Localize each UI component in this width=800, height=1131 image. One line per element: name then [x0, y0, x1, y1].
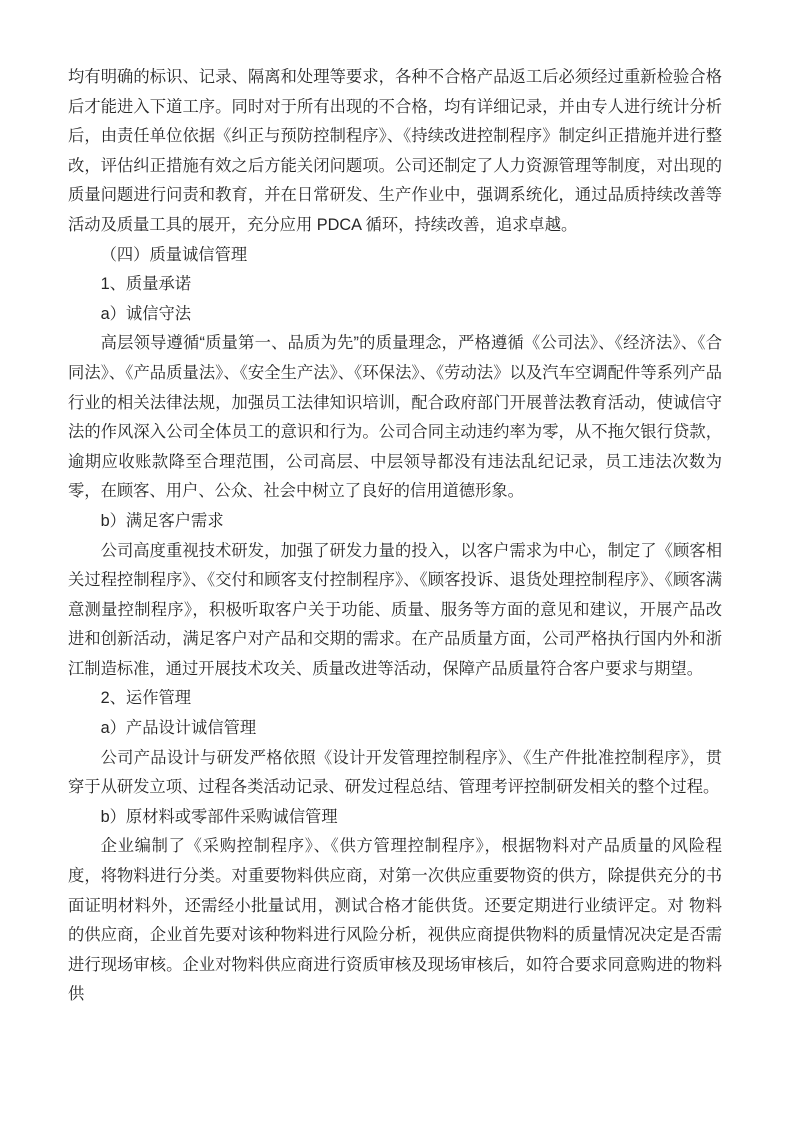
body-paragraph: 企业编制了《采购控制程序》、《供方管理控制程序》，根据物料对产品质量的风险程度，将物料进行分类。对重要物料供应商，对第一次供应重要物资的供方，除提供充分的书面证明材料外，还需经小批量试用，测试合格才能供货。还要定期进行业绩评定。对 物料的供应商，企业首先要对该种物料进行风险分析，视供应商提供物料的质量情况决定是否需进行现场审核。企业对物料供应商进行资质审核及现场审核后，如符合要求同意购进的物料供 [68, 837, 722, 1004]
document-body [68, 63, 722, 1010]
section-heading: 2、运作管理 [100, 689, 192, 708]
section-heading: b）满足客户需求 [100, 511, 224, 530]
section-heading: a）诚信守法 [100, 304, 192, 323]
section-heading: （四）质量诚信管理 [100, 245, 248, 264]
section-heading: a）产品设计诚信管理 [100, 719, 257, 738]
section-heading: 1、质量承诺 [100, 275, 192, 294]
body-paragraph: 公司高度重视技术研发，加强了研发力量的投入，以客户需求为中心，制定了《顾客相关过程控制程序》、《交付和顾客支付控制程序》、《顾客投诉、退货处理控制程序》、《顾客满意测量控制程序》，积极听取客户关于功能、质量、服务等方面的意见和建议，开展产品改进和创新活动，满足客户对产品和交期的需求。在产品质量方面，公司严格执行国内外和浙江制造标准，通过开展技术攻关、质量改进等活动，保障产品质量符合客户要求与期望。 [68, 541, 722, 678]
section-heading: b）原材料或零部件采购诚信管理 [100, 807, 338, 826]
body-paragraph: 均有明确的标识、记录、隔离和处理等要求，各种不合格产品返工后必须经过重新检验合格后才能进入下道工序。同时对于所有出现的不合格，均有详细记录，并由专人进行统计分析后，由责任单位依据《纠正与预防控制程序》、《持续改进控制程序》制定纠正措施并进行整改，评估纠正措施有效之后方能关闭问题项。公司还制定了人力资源管理等制度，对出现的质量问题进行问责和教育，并在日常研发、生产作业中，强调系统化，通过品质持续改善等活动及质量工具的展开，充分应用 PDCA 循环，持续改善，追求卓越。 [68, 68, 722, 234]
body-paragraph: 高层领导遵循“质量第一、品质为先”的质量理念，严格遵循《公司法》、《经济法》、《合同法》、《产品质量法》、《安全生产法》、《环保法》、《劳动法》以及汽车空调配件等系列产品行业的相关法律法规，加强员工法律知识培训，配合政府部门开展普法教育活动，使诚信守法的作风深入公司全体员工的意识和行为。公司合同主动违约率为零，从不拖欠银行贷款，逾期应收账款降至合理范围，公司高层、中层领导都没有违法乱纪记录，员工违法次数为零，在顾客、用户、公众、社会中树立了良好的信用道德形象。 [68, 334, 722, 501]
body-paragraph: 公司产品设计与研发严格依照《设计开发管理控制程序》、《生产件批准控制程序》，贯穿于从研发立项、过程各类活动记录、研发过程总结、管理考评控制研发相关的整个过程。 [68, 748, 722, 797]
